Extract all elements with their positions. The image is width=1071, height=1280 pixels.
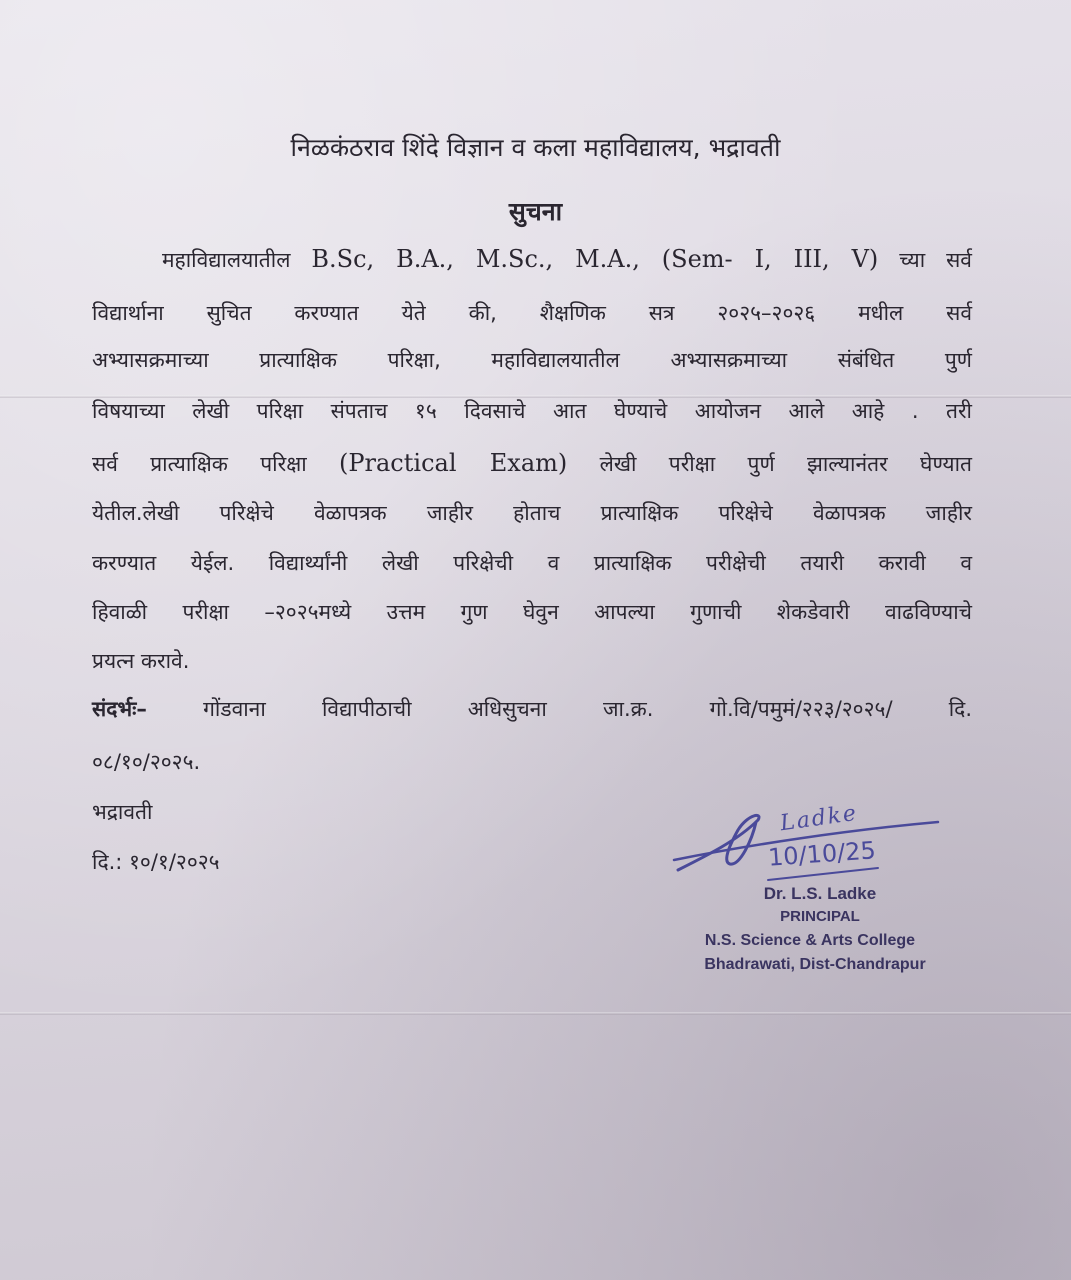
body-line-5-start: सर्व प्रात्याक्षिक परिक्षा bbox=[92, 452, 340, 476]
body-line-7: करण्यात येईल. विद्यार्थ्यांनी लेखी परिक्षेची व प्रात्याक्षिक परीक्षेची तयारी करावी व bbox=[92, 551, 972, 575]
notice-heading: सुचना bbox=[508, 197, 563, 226]
principal-name: Dr. L.S. Ladke bbox=[763, 884, 877, 903]
body-line-4: विषयाच्या लेखी परिक्षा संपताच १५ दिवसाचे आत घेण्याचे आयोजन आले आहे . तरी bbox=[92, 399, 972, 423]
body-line-6: येतील.लेखी परिक्षेचे वेळापत्रक जाहीर होताच प्रात्याक्षिक परिक्षेचे वेळापत्रक जाहीर bbox=[92, 501, 972, 525]
principal-title: PRINCIPAL bbox=[780, 908, 860, 925]
body-line-5-end: लेखी परीक्षा पुर्ण झाल्यानंतर घेण्यात bbox=[567, 452, 973, 476]
college-name: निळकंठराव शिंदे विज्ञान व कला महाविद्यालय, भद्रावती bbox=[290, 133, 781, 162]
practical-exam-label: (Practical Exam) bbox=[339, 449, 568, 477]
signature-text: Ladke bbox=[778, 800, 860, 837]
reference-text: गोंडवाना विद्यापीठाची अधिसुचना जा.क्र. गो.वि/पमुमं/२२३/२०२५/ दि. bbox=[146, 697, 972, 721]
reference-label: संदर्भः– bbox=[92, 697, 147, 721]
body-line-8: हिवाळी परीक्षा –२०२५मध्ये उत्तम गुण घेवुन आपल्या गुणाची शेकडेवारी वाढविण्याचे bbox=[92, 600, 972, 624]
reference-date: ०८/१०/२०२५. bbox=[92, 750, 201, 774]
body-line-3: अभ्यासक्रमाच्या प्रात्याक्षिक परिक्षा, महाविद्यालयातील अभ्यासक्रमाच्या संबंधित पुर्ण bbox=[92, 348, 972, 372]
body-line-2: विद्यार्थाना सुचित करण्यात येते की, शैक्षणिक सत्र २०२५–२०२६ मधील सर्व bbox=[92, 301, 972, 325]
reference-line bbox=[92, 694, 972, 724]
body-line-5 bbox=[92, 448, 972, 479]
place: भद्रावती bbox=[92, 800, 153, 824]
paper-fold bbox=[0, 1012, 1071, 1015]
body-line-1 bbox=[162, 244, 972, 275]
college-stamp-name: N.S. Science & Arts College bbox=[704, 932, 916, 949]
notice-date: दि.: १०/१/२०२५ bbox=[92, 850, 220, 874]
course-list: B.Sc, B.A., M.Sc., M.A., (Sem- I, III, V) bbox=[311, 245, 879, 273]
signature-date: 10/10/25 bbox=[767, 836, 877, 872]
body-line-1-start: महाविद्यालयातील bbox=[162, 248, 312, 272]
college-stamp-location: Bhadrawati, Dist-Chandrapur bbox=[704, 956, 926, 973]
body-line-1-end: च्या सर्व bbox=[878, 248, 972, 272]
body-line-9: प्रयत्न करावे. bbox=[92, 649, 190, 673]
